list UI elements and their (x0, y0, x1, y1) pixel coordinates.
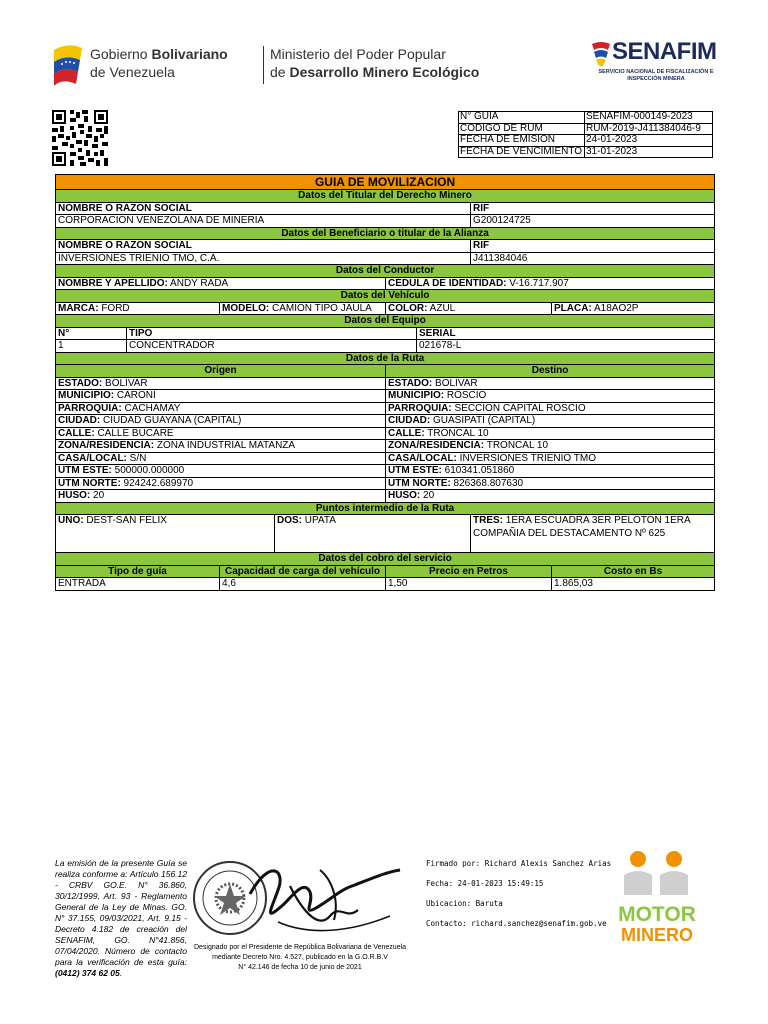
beneficiario-nombre-label: NOMBRE O RAZON SOCIAL (56, 240, 471, 253)
origen-cell (56, 415, 386, 428)
section-cobro: Datos del cobro del servicio (56, 553, 715, 566)
destino-cell (386, 440, 715, 453)
ruta-label: CASA/LOCAL: (388, 452, 457, 464)
section-titular: Datos del Titular del Derecho Minero (56, 190, 715, 203)
designation-note: Designado por el Presidente de República Bolivariana de Venezuela mediante Decreto Nro. 4.527, publicado en la G.O.R.B.V N° 42.146 de fecha 10 de junio de 2021 (193, 944, 407, 971)
section-row (56, 265, 715, 278)
vehiculo-placa-cell (552, 302, 715, 315)
punto-uno: DEST-SAN FELIX (83, 515, 167, 526)
official-seal-signature-icon (190, 850, 405, 945)
ruta-label: MUNICIPIO: (388, 390, 445, 401)
punto-tres-label: TRES: (473, 515, 503, 526)
origen-cell (56, 390, 386, 403)
info-value: 24-01-2023 (585, 135, 713, 147)
table-row (56, 465, 715, 478)
section-puntos: Puntos intermedio de la Ruta (56, 502, 715, 515)
equipo-n: 1 (56, 340, 127, 353)
titular-rif: G200124725 (471, 215, 715, 228)
ruta-label: CIUDAD: (388, 415, 431, 426)
table-row (56, 277, 715, 290)
info-key: N° GUIA (459, 112, 585, 124)
section-row (56, 315, 715, 328)
cobro-precio: 1,50 (386, 578, 552, 591)
table-row (459, 135, 713, 147)
vehiculo-color-label: COLOR: (388, 302, 428, 314)
info-value: SENAFIM-000149-2023 (585, 112, 713, 124)
table-row (56, 415, 715, 428)
vehiculo-placa-label: PLACA: (554, 302, 592, 314)
form-title: GUIA DE MOVILIZACION (56, 175, 715, 190)
contact-phone: (0412) 374 62 05 (55, 968, 120, 978)
destino-value: TRONCAL 10 (424, 427, 489, 439)
punto-dos: UPATA (302, 515, 336, 526)
destino-cell (386, 415, 715, 428)
ruta-label: UTM NORTE: (58, 477, 121, 489)
info-value: RUM-2019-J411384046-9 (585, 123, 713, 135)
vehiculo-modelo-cell (220, 302, 386, 315)
origen-value: CIUDAD GUAYANA (CAPITAL) (100, 415, 242, 426)
destino-value: SECCION CAPITAL ROSCIO (451, 402, 586, 414)
table-row (56, 452, 715, 465)
destino-value: 20 (420, 490, 435, 501)
equipo-tipo: CONCENTRADOR (127, 340, 417, 353)
form-title-row (56, 175, 715, 190)
equipo-tipo-header: TIPO (127, 327, 417, 340)
ruta-label: ESTADO: (388, 377, 433, 389)
signature-details (426, 854, 611, 934)
signed-by: Firmado por: Richard Alexis Sanchez Arias (426, 859, 612, 868)
cobro-capacidad: 4,6 (220, 578, 386, 591)
conductor-nombre-label: NOMBRE Y APELLIDO: (58, 277, 168, 289)
origen-cell (56, 427, 386, 440)
titular-nombre: CORPORACION VENEZOLANA DE MINERIA (56, 215, 471, 228)
titular-nombre-label: NOMBRE O RAZON SOCIAL (56, 202, 471, 215)
destino-cell (386, 490, 715, 503)
destino-cell (386, 477, 715, 490)
cobro-precio-header: Precio en Petros (386, 565, 552, 578)
origen-value: BOLIVAR (102, 377, 148, 389)
destino-value: TRONCAL 10 (484, 440, 549, 451)
table-row (56, 390, 715, 403)
vehiculo-placa: A18AO2P (591, 302, 639, 314)
ruta-label: MUNICIPIO: (58, 390, 115, 401)
table-row (56, 365, 715, 378)
senafim-emblem-icon (590, 40, 612, 66)
table-row (56, 340, 715, 353)
senafim-logo (590, 38, 720, 94)
origen-value: CACHAMAY (121, 402, 181, 414)
table-row (56, 215, 715, 228)
movilizacion-form (55, 174, 714, 591)
section-row (56, 352, 715, 365)
cobro-capacidad-header: Capacidad de carga del vehículo (220, 565, 386, 578)
destino-value: INVERSIONES TRIENIO TMO (456, 452, 596, 464)
cobro-costo-header: Costo en Bs (552, 565, 715, 578)
conductor-nombre-cell (56, 277, 386, 290)
motor-word: MOTOR (618, 903, 696, 926)
conductor-nombre: ANDY RADA (167, 277, 229, 289)
destino-cell (386, 427, 715, 440)
origen-value: ZONA INDUSTRIAL MATANZA (154, 440, 296, 451)
table-row (459, 123, 713, 135)
ministry-name: Ministerio del Poder Popular de Desarrollo Minero Ecológico (270, 46, 480, 80)
ruta-label: HUSO: (58, 490, 91, 501)
table-row (56, 565, 715, 578)
origen-value: 20 (90, 490, 105, 501)
beneficiario-rif-label: RIF (471, 240, 715, 253)
punto-dos-label: DOS: (277, 515, 302, 526)
equipo-n-header: N° (56, 327, 127, 340)
punto-dos-cell (275, 515, 471, 553)
table-row (56, 252, 715, 265)
vehiculo-color-cell (386, 302, 552, 315)
signed-contact: Contacto: richard.sanchez@senafim.gob.ve (426, 919, 607, 928)
info-key: FECHA DE EMISION (459, 135, 585, 147)
info-value: 31-01-2023 (585, 146, 713, 158)
section-beneficiario: Datos del Beneficiario o titular de la Alianza (56, 227, 715, 240)
punto-uno-cell (56, 515, 275, 553)
signed-date: Fecha: 24-01-2023 15:49:15 (426, 879, 544, 888)
destino-cell (386, 390, 715, 403)
table-row (56, 402, 715, 415)
ruta-label: HUSO: (388, 490, 421, 501)
origen-cell (56, 465, 386, 478)
info-key: CODIGO DE RUM (459, 123, 585, 135)
signed-location: Ubicacion: Baruta (426, 899, 503, 908)
table-row (56, 302, 715, 315)
origen-value: S/N (126, 452, 147, 464)
origen-cell (56, 452, 386, 465)
section-row (56, 553, 715, 566)
cobro-costo: 1.865,03 (552, 578, 715, 591)
section-row (56, 502, 715, 515)
ruta-label: PARROQUIA: (388, 402, 452, 414)
senafim-subtitle: SERVICIO NACIONAL DE FISCALIZACIÓN E INSPECCIÓN MINERA (598, 69, 714, 82)
ruta-origen-header: Origen (56, 365, 386, 378)
origen-value: CALLE BUCARE (94, 427, 174, 439)
destino-cell (386, 377, 715, 390)
qr-code-icon (52, 110, 108, 166)
destino-cell (386, 465, 715, 478)
legal-notice: La emisión de la presente Guía se realiza conforme a: Artículo 156.12 - CRBV GO.E. N° 36.860, 30/12/1999, Art. 93 - Reglamento General de la Ley de Minas. GO. N° 37.155, 09/03/2021, Art. 9.15 - Decreto 4.182 de creación del SENAFIM, GO. N°41.856, 07/04/2020. Número de contacto para la verificación de esta guía: (0412) 374 62 05. (55, 858, 187, 978)
beneficiario-nombre: INVERSIONES TRIENIO TMO, C.A. (56, 252, 471, 265)
government-name: Gobierno Bolivariano de Venezuela (90, 46, 228, 80)
conductor-cedula: V-16.717.907 (506, 277, 569, 289)
vehiculo-marca: FORD (98, 302, 130, 314)
cobro-tipo-header: Tipo de guía (56, 565, 220, 578)
cobro-tipo: ENTRADA (56, 578, 220, 591)
destino-value: 610341.051860 (441, 465, 515, 476)
ruta-destino-header: Destino (386, 365, 715, 378)
table-row (56, 515, 715, 553)
punto-uno-label: UNO: (58, 515, 84, 526)
origen-cell (56, 477, 386, 490)
minero-word: MINERO (621, 925, 693, 945)
equipo-serial-header: SERIAL (417, 327, 715, 340)
table-row (56, 578, 715, 591)
destino-cell (386, 452, 715, 465)
table-row (56, 477, 715, 490)
ruta-label: PARROQUIA: (58, 402, 122, 414)
destino-cell (386, 402, 715, 415)
punto-tres-cell (471, 515, 715, 553)
destino-value: BOLIVAR (432, 377, 478, 389)
origen-cell (56, 377, 386, 390)
origen-cell (56, 402, 386, 415)
venezuela-flag-icon (50, 42, 86, 86)
conductor-cedula-label: CÉDULA DE IDENTIDAD: (388, 277, 507, 289)
ruta-label: ZONA/RESIDENCIA: (58, 440, 155, 451)
origen-value: CARONI (114, 390, 156, 401)
beneficiario-rif: J411384046 (471, 252, 715, 265)
table-row (56, 427, 715, 440)
titular-rif-label: RIF (471, 202, 715, 215)
table-row (56, 327, 715, 340)
ruta-label: ESTADO: (58, 377, 103, 389)
header-separator (263, 46, 264, 84)
section-ruta: Datos de la Ruta (56, 352, 715, 365)
origen-value: 500000.000000 (111, 465, 185, 476)
vehiculo-marca-cell (56, 302, 220, 315)
vehiculo-marca-label: MARCA: (58, 302, 99, 314)
destino-value: ROSCIO (444, 390, 487, 401)
ruta-label: CALLE: (388, 427, 425, 439)
table-row (56, 202, 715, 215)
table-row (56, 440, 715, 453)
table-row (56, 240, 715, 253)
origen-value: 924242.689970 (120, 477, 194, 489)
vehiculo-modelo-label: MODELO: (222, 302, 270, 314)
section-equipo: Datos del Equipo (56, 315, 715, 328)
table-row (56, 377, 715, 390)
section-vehiculo: Datos del Vehículo (56, 290, 715, 303)
destino-value: 826368.807630 (450, 477, 524, 489)
government-header (50, 40, 480, 90)
equipo-serial: 021678-L (417, 340, 715, 353)
ruta-label: UTM ESTE: (58, 465, 112, 476)
table-row (56, 490, 715, 503)
vehiculo-color: AZUL (427, 302, 456, 314)
ruta-label: ZONA/RESIDENCIA: (388, 440, 485, 451)
origen-cell (56, 490, 386, 503)
origen-cell (56, 440, 386, 453)
table-row (459, 146, 713, 158)
conductor-cedula-cell (386, 277, 715, 290)
ruta-label: UTM ESTE: (388, 465, 442, 476)
section-conductor: Datos del Conductor (56, 265, 715, 278)
vehiculo-modelo: CAMION TIPO JAULA (269, 302, 372, 314)
guide-info-table (458, 111, 713, 158)
destino-value: GUASIPATI (CAPITAL) (430, 415, 536, 426)
section-row (56, 227, 715, 240)
table-row (459, 112, 713, 124)
info-key: FECHA DE VENCIMIENTO (459, 146, 585, 158)
section-row (56, 190, 715, 203)
ruta-label: CALLE: (58, 427, 95, 439)
punto-tres: 1ERA ESCUADRA 3ER PELOTON 1ERA COMPAÑIA DEL DESTACAMENTO Nº 625 (473, 515, 691, 539)
ruta-label: CIUDAD: (58, 415, 101, 426)
ruta-label: UTM NORTE: (388, 477, 451, 489)
ruta-label: CASA/LOCAL: (58, 452, 127, 464)
section-row (56, 290, 715, 303)
senafim-wordmark: SENAFIM (612, 38, 717, 65)
motor-minero-logo (608, 845, 708, 945)
